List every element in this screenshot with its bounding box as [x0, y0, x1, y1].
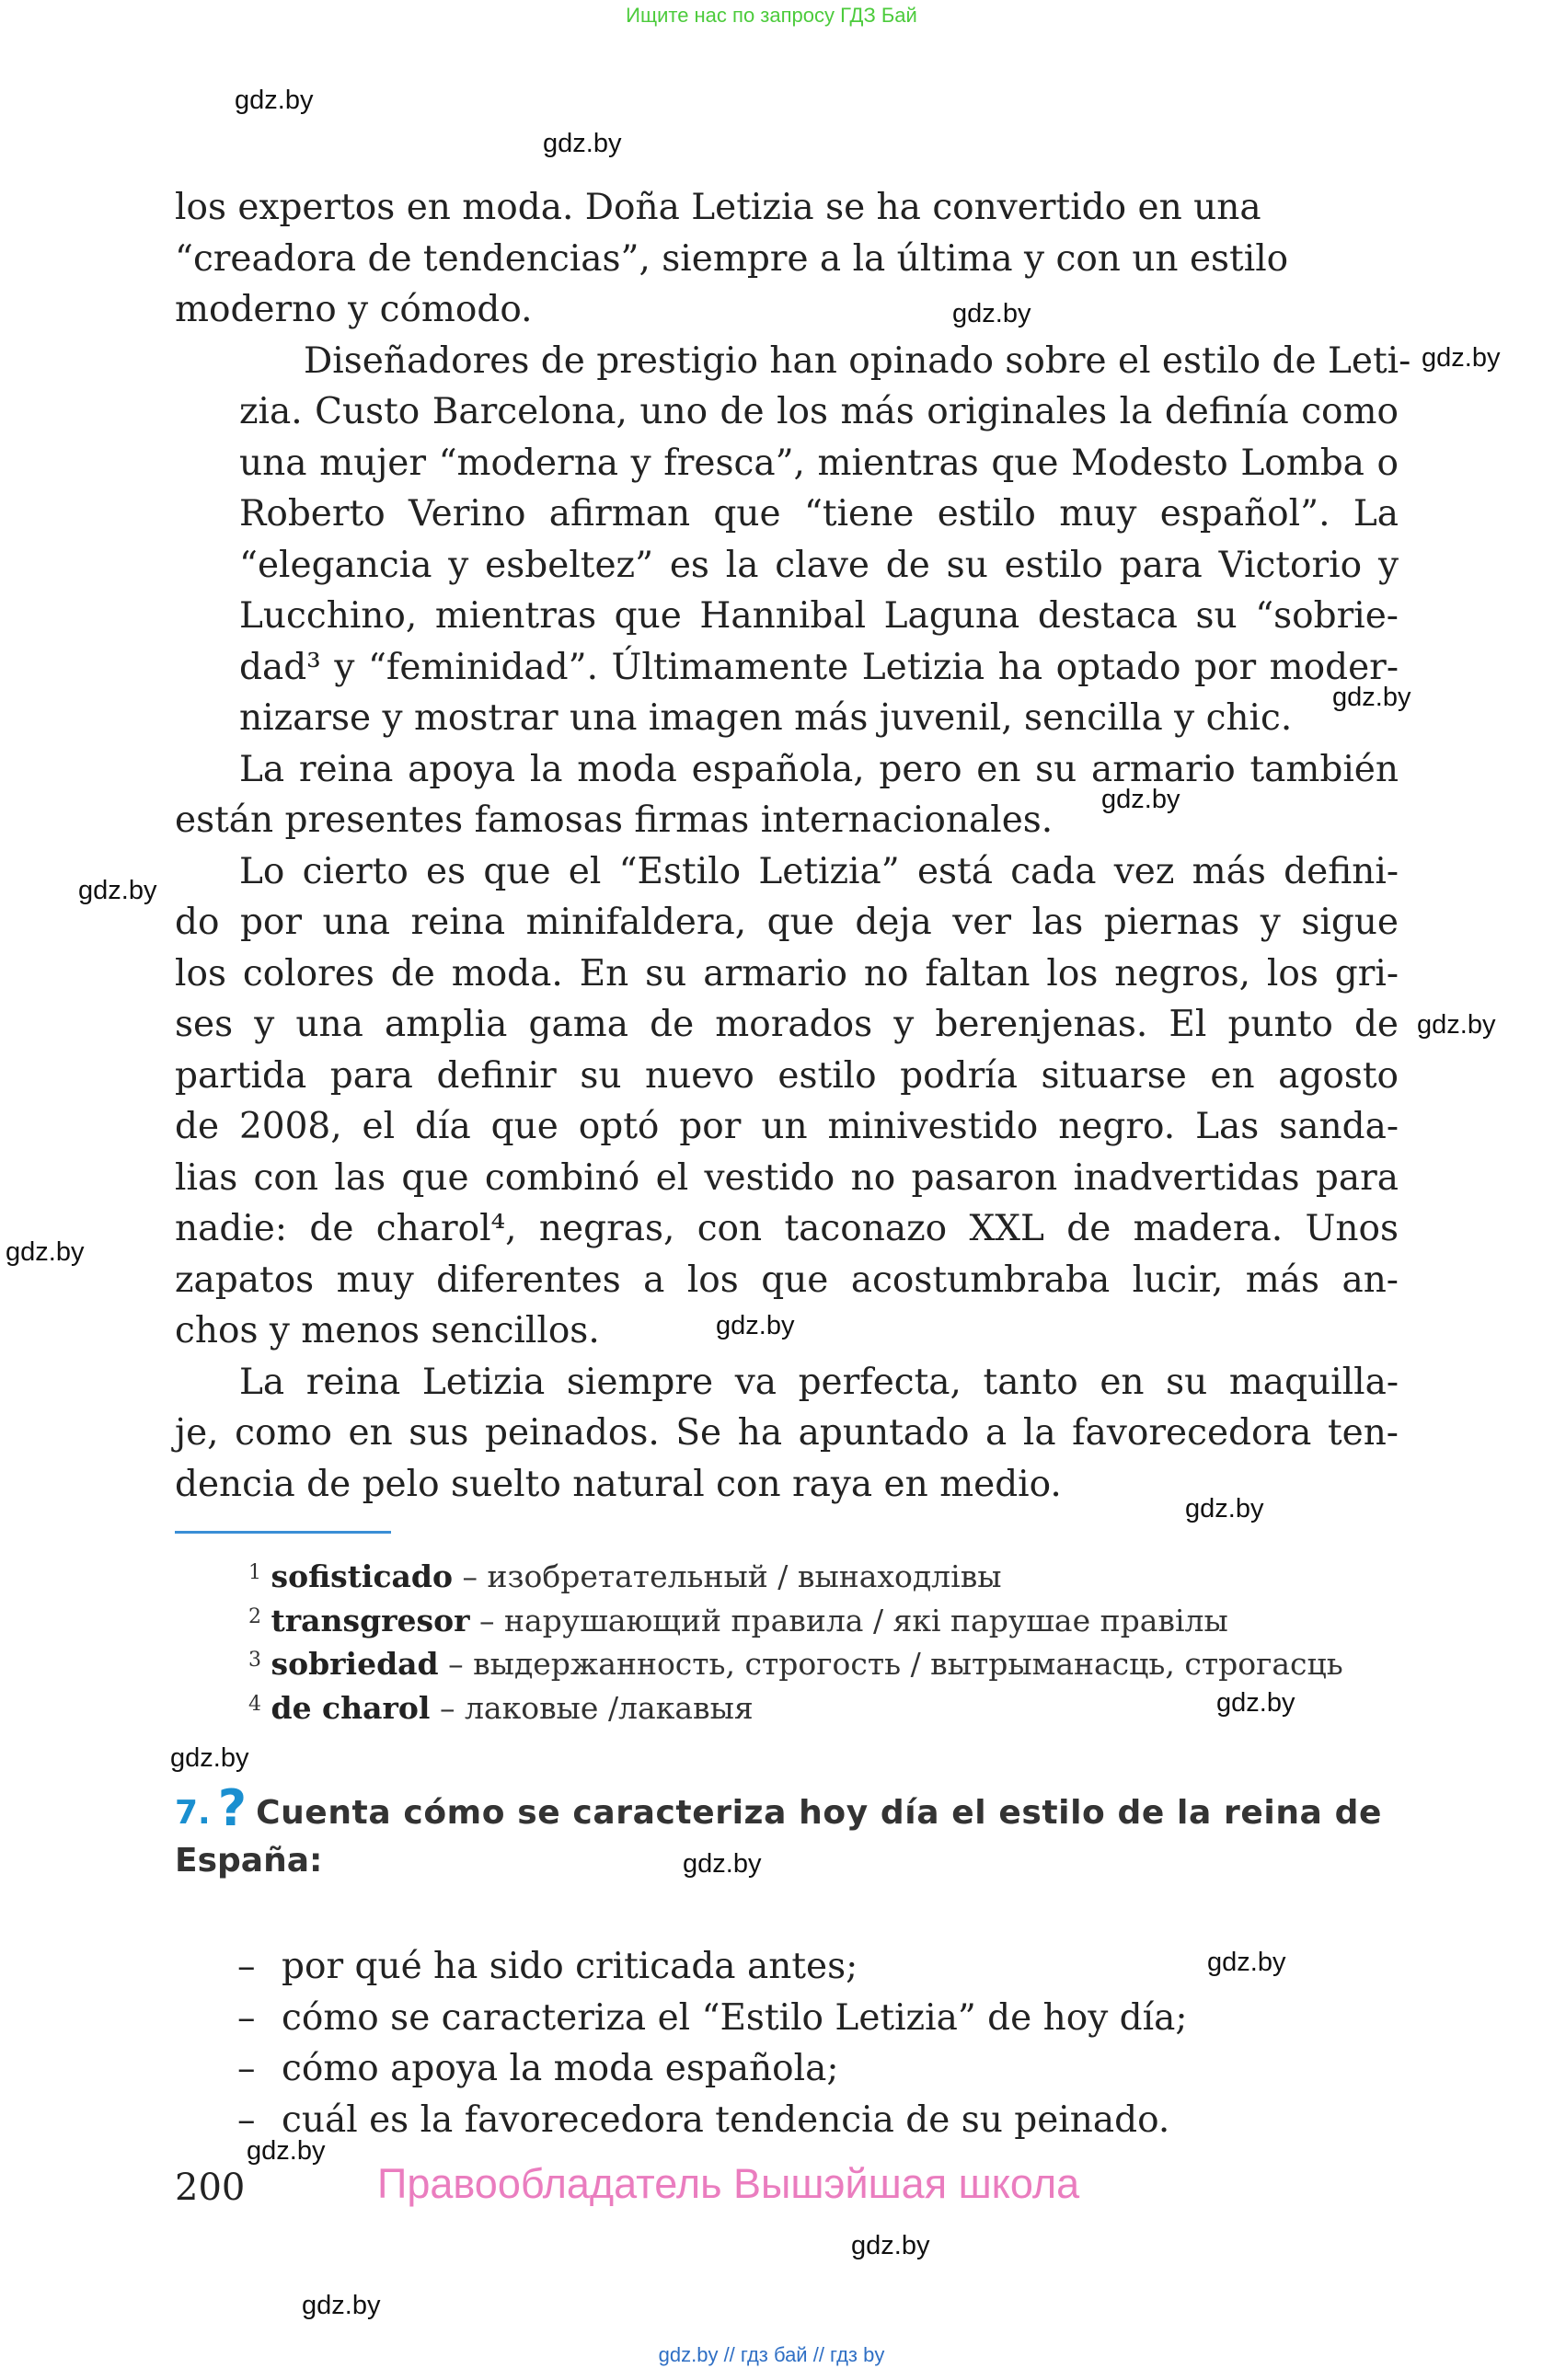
task-7: [175, 1779, 1399, 1885]
footnote: [248, 1686, 1399, 1730]
footnote: [248, 1599, 1399, 1643]
watermark: gdz.by: [6, 1237, 85, 1267]
text-line: zia. Custo Barcelona, uno de los más originales la definía como: [239, 391, 1399, 432]
text-line: Lo cierto es que el “Estilo Letizia” está cada vez más defini-: [239, 850, 1399, 892]
list-item-text: cuál es la favorecedora tendencia de su peinado.: [282, 2098, 1170, 2141]
watermark: gdz.by: [1216, 1688, 1295, 1718]
task-text: Cuenta cómo se caracteriza hoy día el estilo de la reina de: [256, 1794, 1382, 1832]
list-item-text: por qué ha sido criticada antes;: [282, 1946, 858, 1987]
footnote: [248, 1642, 1399, 1686]
list-item: [237, 1941, 1397, 1993]
text-line: lias con las que combinó el vestido no pasaron inadvertidas para: [175, 1156, 1399, 1199]
watermark: gdz.by: [1417, 1010, 1496, 1040]
watermark: gdz.by: [543, 129, 622, 158]
footnote-term: transgresor: [271, 1602, 470, 1638]
task-text-continued: España:: [175, 1842, 323, 1880]
text-line: Diseñadores de prestigio han opinado sobre el estilo de Leti-: [304, 339, 1411, 382]
footnote-term: sofisticado: [271, 1558, 454, 1594]
text-line: partida para definir su nuevo estilo podría situarse en agosto: [175, 1054, 1399, 1097]
text-line: zapatos muy diferentes a los que acostumbraba lucir, más an-: [175, 1259, 1399, 1301]
text-line: ses y una amplia gama de morados y berenjenas. El punto de: [175, 1004, 1399, 1045]
watermark: gdz.by: [1185, 1494, 1264, 1523]
footnote-number: 3: [248, 1649, 261, 1672]
watermark: gdz.by: [1422, 343, 1501, 373]
text-line: los colores de moda. En su armario no faltan los negros, los gri-: [175, 952, 1399, 995]
footnotes: [248, 1555, 1399, 1730]
dash-bullet: –: [237, 1996, 256, 2039]
text-line: de 2008, el día que optó por un minivestido negro. Las sanda-: [175, 1106, 1399, 1147]
paragraph: [175, 744, 1399, 846]
text-line: je, como en sus peinados. Se ha apuntado a la favorecedora ten-: [175, 1412, 1399, 1454]
watermark: gdz.by: [683, 1849, 762, 1879]
text-line: “elegancia y esbeltez” es la clave de su estilo para Victorio y: [239, 544, 1399, 586]
text-line: La reina Letizia siempre va perfecta, tanto en su maquilla-: [239, 1361, 1399, 1403]
watermark: gdz.by: [1207, 1948, 1286, 1977]
list-item-text: cómo se caracteriza el “Estilo Letizia” de hoy día;: [282, 1996, 1188, 2039]
paragraph: [175, 336, 1411, 744]
text-line: los expertos en moda. Doña Letizia se ha convertido en una: [175, 187, 1261, 228]
watermark: gdz.by: [1332, 683, 1411, 712]
watermark: gdz.by: [851, 2231, 930, 2260]
list-item: [237, 2095, 1397, 2146]
text-line: dad³ y “feminidad”. Últimamente Letizia ha optado por moder-: [239, 646, 1399, 688]
rights-holder: Правообладатель Вышэйшая школа: [377, 2160, 1080, 2207]
text-line: están presentes famosas firmas internacionales.: [175, 799, 1054, 841]
footnote-number: 4: [248, 1692, 261, 1716]
watermark: gdz.by: [170, 1743, 249, 1773]
footnote-term: de charol: [271, 1689, 431, 1726]
text-line: Lucchino, mientras que Hannibal Laguna destaca su “sobrie-: [239, 595, 1399, 637]
footnote-term: sobriedad: [271, 1646, 439, 1682]
paragraph: [175, 1357, 1399, 1511]
text-line: Roberto Verino afirman que “tiene estilo muy español”. La: [239, 493, 1399, 535]
text-line: una mujer “moderna y fresca”, mientras que Modesto Lomba o: [239, 442, 1399, 484]
paragraph: [175, 846, 1399, 1357]
footer-links[interactable]: gdz.by // гдз бай // гдз by: [658, 2343, 885, 2366]
watermark: gdz.by: [78, 876, 157, 905]
text-line: moderno y cómodo.: [175, 289, 533, 330]
paragraph: [175, 182, 1399, 336]
text-line: chos y menos sencillos.: [175, 1310, 600, 1351]
article-body: [175, 182, 1411, 1510]
watermark: gdz.by: [247, 2136, 326, 2166]
top-banner: Ищите нас по запросу ГДЗ Бай: [626, 4, 917, 27]
task-bullet-list: [237, 1941, 1397, 2145]
text-line: nizarse y mostrar una imagen más juvenil, sencilla y chic.: [239, 697, 1293, 739]
footnote-translation: – выдержанность, строгость / вытрыманасць, строгасць: [438, 1646, 1343, 1682]
watermark: gdz.by: [302, 2291, 381, 2320]
page-number: 200: [175, 2167, 246, 2209]
footnote-translation: – изобретательный / вынаходлівы: [453, 1558, 1002, 1594]
footnote-divider: [175, 1531, 391, 1534]
dash-bullet: –: [237, 2098, 256, 2141]
text-line: La reina apoya la moda española, pero en su armario también: [239, 748, 1399, 790]
text-line: “creadora de tendencias”, siempre a la última y con un estilo: [175, 237, 1289, 280]
list-item: [237, 2043, 1397, 2095]
text-line: nadie: de charol⁴, negras, con taconazo XXL de madera. Unos: [175, 1208, 1399, 1249]
watermark: gdz.by: [716, 1311, 795, 1340]
question-icon: ?: [217, 1779, 248, 1837]
text-line: dencia de pelo suelto natural con raya en medio.: [175, 1463, 1062, 1505]
task-number: 7.: [175, 1794, 211, 1832]
dash-bullet: –: [237, 1946, 256, 1987]
footnote-number: 1: [248, 1561, 261, 1584]
dash-bullet: –: [237, 2048, 256, 2089]
watermark: gdz.by: [1101, 785, 1180, 814]
footnote-translation: – нарушающий правила / які парушае правілы: [469, 1602, 1228, 1638]
text-line: do por una reina minifaldera, que deja ver las piernas y sigue: [175, 902, 1399, 943]
footnote-number: 2: [248, 1604, 261, 1628]
footnote: [248, 1555, 1399, 1599]
watermark: gdz.by: [235, 86, 314, 115]
list-item-text: cómo apoya la moda española;: [282, 2048, 839, 2089]
list-item: [237, 1993, 1397, 2044]
watermark: gdz.by: [952, 299, 1031, 328]
footnote-translation: – лаковые /лакавыя: [430, 1689, 754, 1726]
